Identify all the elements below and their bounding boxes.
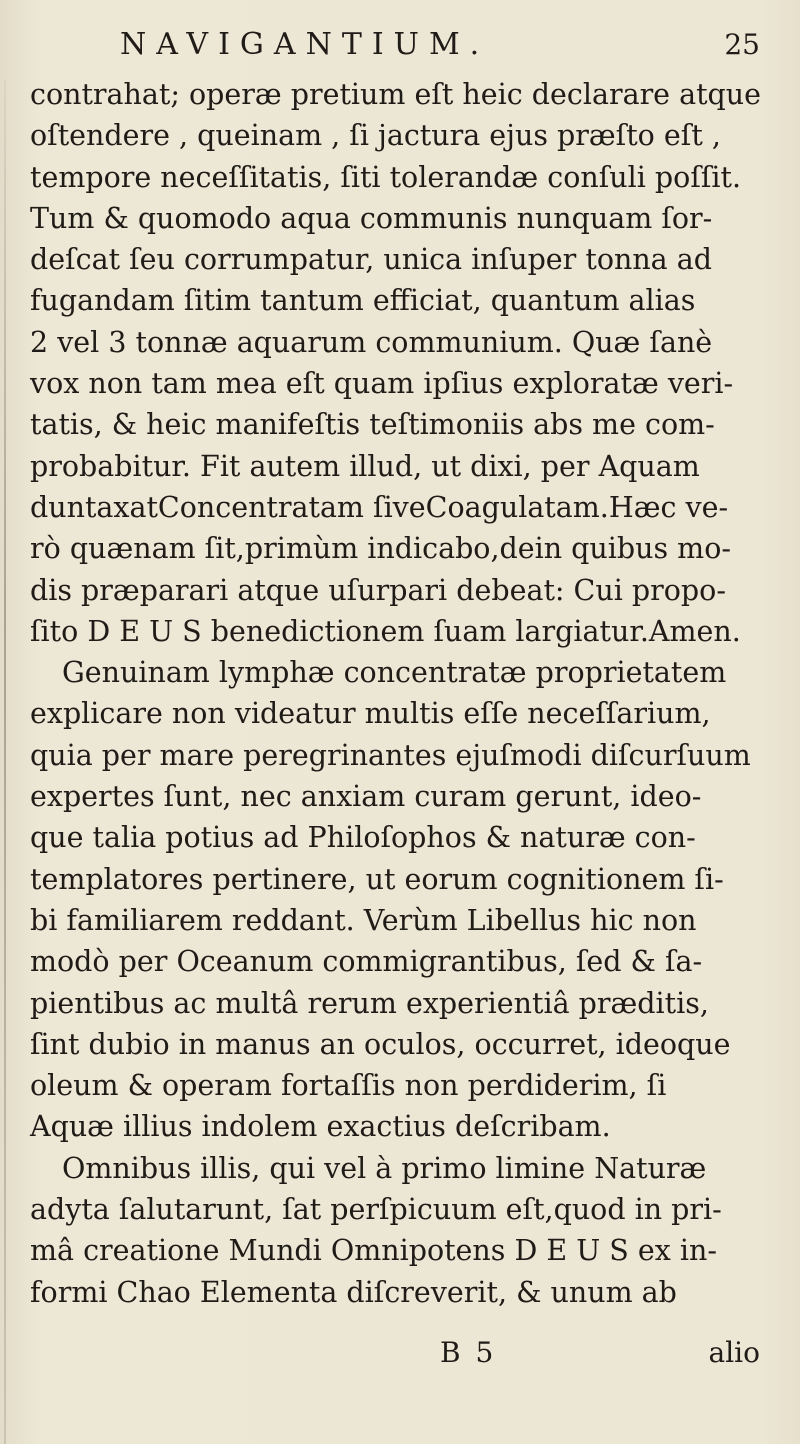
text-line: explicare non videatur multis eſſe neceſſarium, <box>30 697 711 731</box>
text-line: oſtendere , queinam , ſi jactura ejus præſto eſt , <box>30 119 721 153</box>
catchword: alio <box>708 1336 760 1369</box>
text-line: ſito D E U S benedictionem ſuam largiatur.Amen. <box>30 614 741 648</box>
text-line: dis præparari atque uſurpari debeat: Cui propo- <box>30 573 726 607</box>
text-line: contrahat; operæ pretium eſt heic declarare atque <box>30 78 762 111</box>
text-line: rò quænam ſit,primùm indicabo,dein quibus mo- <box>30 532 731 566</box>
paragraph-start-line: Genuinam lymphæ concentratæ proprietatem <box>62 656 727 690</box>
running-head: NAVIGANTIUM. <box>120 27 490 62</box>
text-line: vox non tam mea eſt quam ipſius exploratæ veri- <box>30 367 734 401</box>
text-line: probabitur. Fit autem illud, ut dixi, per Aquam <box>30 449 700 483</box>
text-line: ſint dubio in manus an oculos, occurret, ideoque <box>30 1027 731 1061</box>
text-line: duntaxatConcentratam ſiveCoagulatam.Hæc ve- <box>30 490 729 524</box>
text-line: deſcat ſeu corrumpatur, unica inſuper tonna ad <box>30 243 712 277</box>
text-line: Aquæ illius indolem exactius deſcribam. <box>30 1110 611 1144</box>
page-number: 25 <box>724 28 760 61</box>
text-line: quia per mare peregrinantes ejuſmodi diſcurſuum <box>30 738 751 772</box>
text-line: tatis, & heic manifeſtis teſtimoniis abs me com- <box>30 408 715 442</box>
text-line: templatores pertinere, ut eorum cognitionem ſi- <box>30 862 724 896</box>
body-text <box>30 74 780 1313</box>
text-line: formi Chao Elementa diſcreverit, & unum ab <box>30 1275 677 1309</box>
text-line: Tum & quomodo aqua communis nunquam ſor- <box>30 201 713 235</box>
text-line: que talia potius ad Philoſophos & naturæ con- <box>30 821 696 855</box>
text-line: modò per Oceanum commigrantibus, ſed & ſa- <box>30 945 703 979</box>
text-line: oleum & operam fortaſſis non perdiderim, ſi <box>30 1069 667 1103</box>
paragraph-start-line: Omnibus illis, qui vel à primo limine Naturæ <box>62 1151 707 1185</box>
text-line: tempore neceſſitatis, ſiti tolerandæ conſuli poſſit. <box>30 160 742 194</box>
text-line: fugandam ſitim tantum efficiat, quantum alias <box>30 284 696 318</box>
text-line: adyta ſalutarunt, ſat perſpicuum eſt,quod in pri- <box>30 1193 722 1227</box>
text-line: bi familiarem reddant. Verùm Libellus hic non <box>30 903 697 937</box>
signature-mark: B 5 <box>440 1336 494 1369</box>
page-header <box>120 20 760 70</box>
text-line: pientibus ac multâ rerum experientiâ præditis, <box>30 986 709 1020</box>
text-line: 2 vel 3 tonnæ aquarum communium. Quæ ſanè <box>30 325 713 359</box>
page-gutter-edge <box>4 80 6 1444</box>
text-line: expertes ſunt, nec anxiam curam gerunt, ideo- <box>30 780 702 814</box>
text-line: mâ creatione Mundi Omnipotens D E U S ex in- <box>30 1234 717 1268</box>
